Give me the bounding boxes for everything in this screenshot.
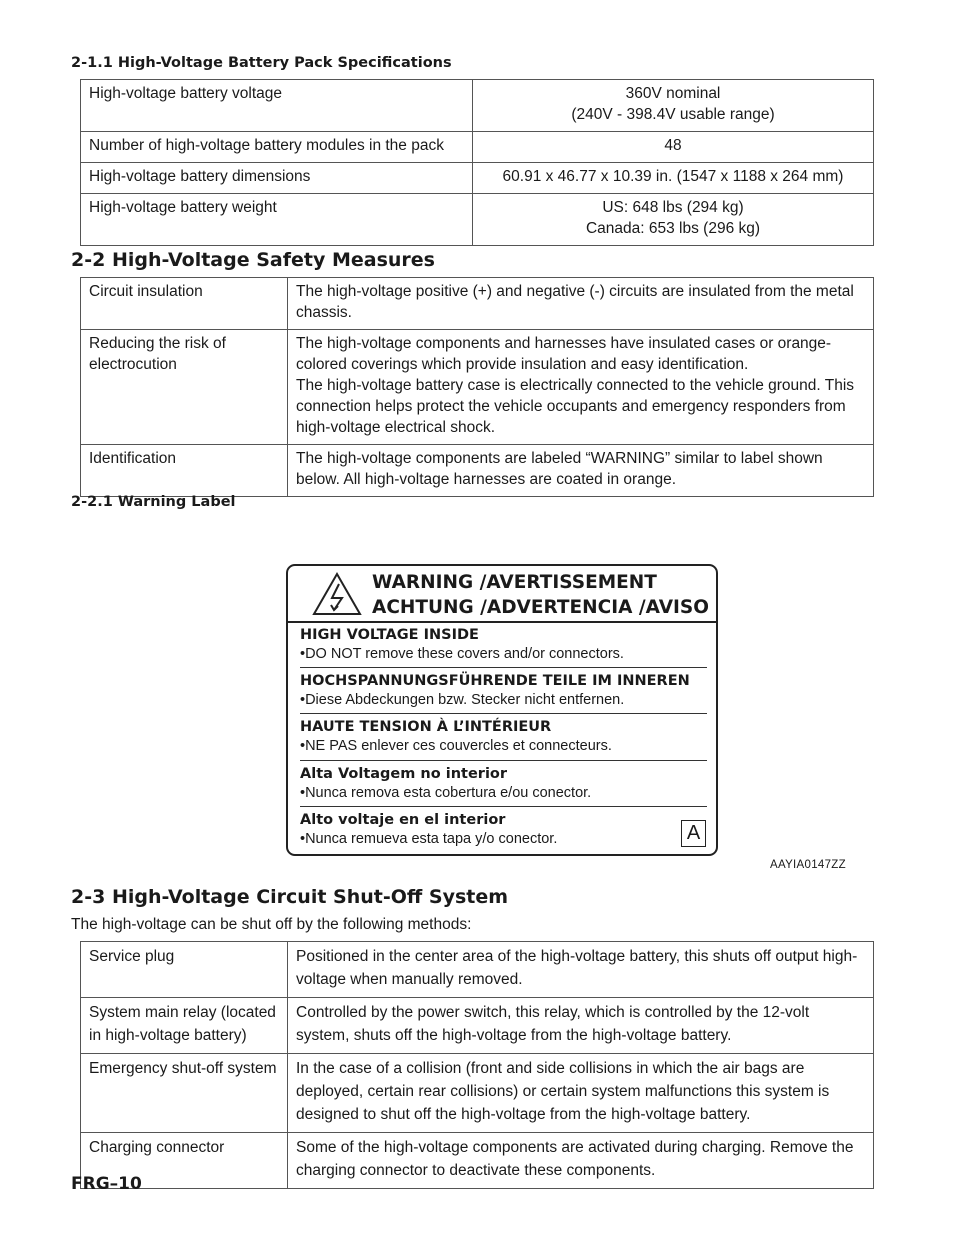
method-label: Charging connector bbox=[81, 1133, 288, 1189]
method-label: Service plug bbox=[81, 942, 288, 998]
method-description: Controlled by the power switch, this relay, which is controlled by the 12-volt system, shuts off the high-voltage from the high-voltage battery. bbox=[288, 998, 874, 1054]
label-divider bbox=[300, 806, 707, 807]
table-row bbox=[81, 194, 874, 246]
label-section-french: HAUTE TENSION À L’INTÉRIEUR •NE PAS enlever ces couvercles et connecteurs. bbox=[300, 719, 612, 754]
shutoff-methods-table bbox=[80, 941, 874, 1189]
page-number: FRG–10 bbox=[71, 1174, 142, 1194]
measure-label: Identification bbox=[81, 445, 288, 497]
measure-description: The high-voltage positive (+) and negative (-) circuits are insulated from the metal chassis. bbox=[288, 278, 874, 330]
measure-description: The high-voltage components and harnesses have insulated cases or orange-colored coverings which provide insulation and easy identification. The high-voltage battery case is electrically connected to the vehicle ground. This connection helps protect the vehicle occupants and emergency responders from high-voltage electrical shock. bbox=[288, 330, 874, 445]
label-section-portuguese: Alta Voltagem no interior •Nunca remova esta cobertura e/ou conector. bbox=[300, 766, 592, 801]
label-divider bbox=[300, 713, 707, 714]
battery-specs-table bbox=[80, 79, 874, 246]
method-label: System main relay (located in high-voltage battery) bbox=[81, 998, 288, 1054]
shutoff-intro-text: The high-voltage can be shut off by the following methods: bbox=[71, 916, 472, 933]
method-label: Emergency shut-off system bbox=[81, 1054, 288, 1133]
spec-value: 360V nominal (240V - 398.4V usable range) bbox=[473, 80, 874, 132]
table-row bbox=[81, 1054, 874, 1133]
safety-measures-table bbox=[80, 277, 874, 497]
measure-label: Reducing the risk of electrocution bbox=[81, 330, 288, 445]
warning-label-heading: 2-2.1 Warning Label bbox=[71, 494, 236, 510]
label-divider bbox=[300, 667, 707, 668]
warning-label-figure bbox=[286, 564, 718, 856]
label-divider bbox=[288, 621, 716, 623]
table-row bbox=[81, 1133, 874, 1189]
spec-label: High-voltage battery dimensions bbox=[81, 163, 473, 194]
spec-value: US: 648 lbs (294 kg) Canada: 653 lbs (296 kg) bbox=[473, 194, 874, 246]
method-description: In the case of a collision (front and side collisions in which the air bags are deployed, certain rear collisions) or certain system malfunctions this system is designed to shut off the high-voltage from the high-voltage battery. bbox=[288, 1054, 874, 1133]
table-row bbox=[81, 998, 874, 1054]
label-section-spanish: Alto voltaje en el interior •Nunca remueva esta tapa y/o conector. bbox=[300, 812, 558, 847]
spec-label: High-voltage battery weight bbox=[81, 194, 473, 246]
spec-value: 48 bbox=[473, 132, 874, 163]
table-row bbox=[81, 278, 874, 330]
label-section-german: HOCHSPANNUNGSFÜHRENDE TEILE IM INNEREN •Diese Abdeckungen bzw. Stecker nicht entfernen. bbox=[300, 673, 690, 708]
table-row bbox=[81, 330, 874, 445]
method-description: Positioned in the center area of the high-voltage battery, this shuts off output high-voltage when manually removed. bbox=[288, 942, 874, 998]
method-description: Some of the high-voltage components are activated during charging. Remove the charging connector to deactivate these components. bbox=[288, 1133, 874, 1189]
shutoff-system-heading: 2-3 High-Voltage Circuit Shut-Off System bbox=[71, 886, 509, 908]
high-voltage-warning-icon bbox=[312, 572, 362, 616]
spec-value: 60.91 x 46.77 x 10.39 in. (1547 x 1188 x 264 mm) bbox=[473, 163, 874, 194]
table-row bbox=[81, 163, 874, 194]
label-title-line2: ACHTUNG /ADVERTENCIA /AVISO bbox=[372, 597, 709, 618]
table-row bbox=[81, 132, 874, 163]
table-row bbox=[81, 80, 874, 132]
measure-description: The high-voltage components are labeled “WARNING” similar to label shown below. All high-voltage harnesses are coated in orange. bbox=[288, 445, 874, 497]
measure-label: Circuit insulation bbox=[81, 278, 288, 330]
label-section-english: HIGH VOLTAGE INSIDE •DO NOT remove these covers and/or connectors. bbox=[300, 627, 624, 662]
label-title-line1: WARNING /AVERTISSEMENT bbox=[372, 572, 657, 593]
table-row bbox=[81, 445, 874, 497]
spec-label: Number of high-voltage battery modules in the pack bbox=[81, 132, 473, 163]
label-id-letter: A bbox=[681, 820, 706, 847]
label-divider bbox=[300, 760, 707, 761]
figure-code: AAYIA0147ZZ bbox=[770, 859, 846, 871]
safety-measures-heading: 2-2 High-Voltage Safety Measures bbox=[71, 249, 435, 271]
spec-label: High-voltage battery voltage bbox=[81, 80, 473, 132]
battery-specs-heading: 2-1.1 High-Voltage Battery Pack Specifications bbox=[71, 55, 452, 71]
table-row bbox=[81, 942, 874, 998]
